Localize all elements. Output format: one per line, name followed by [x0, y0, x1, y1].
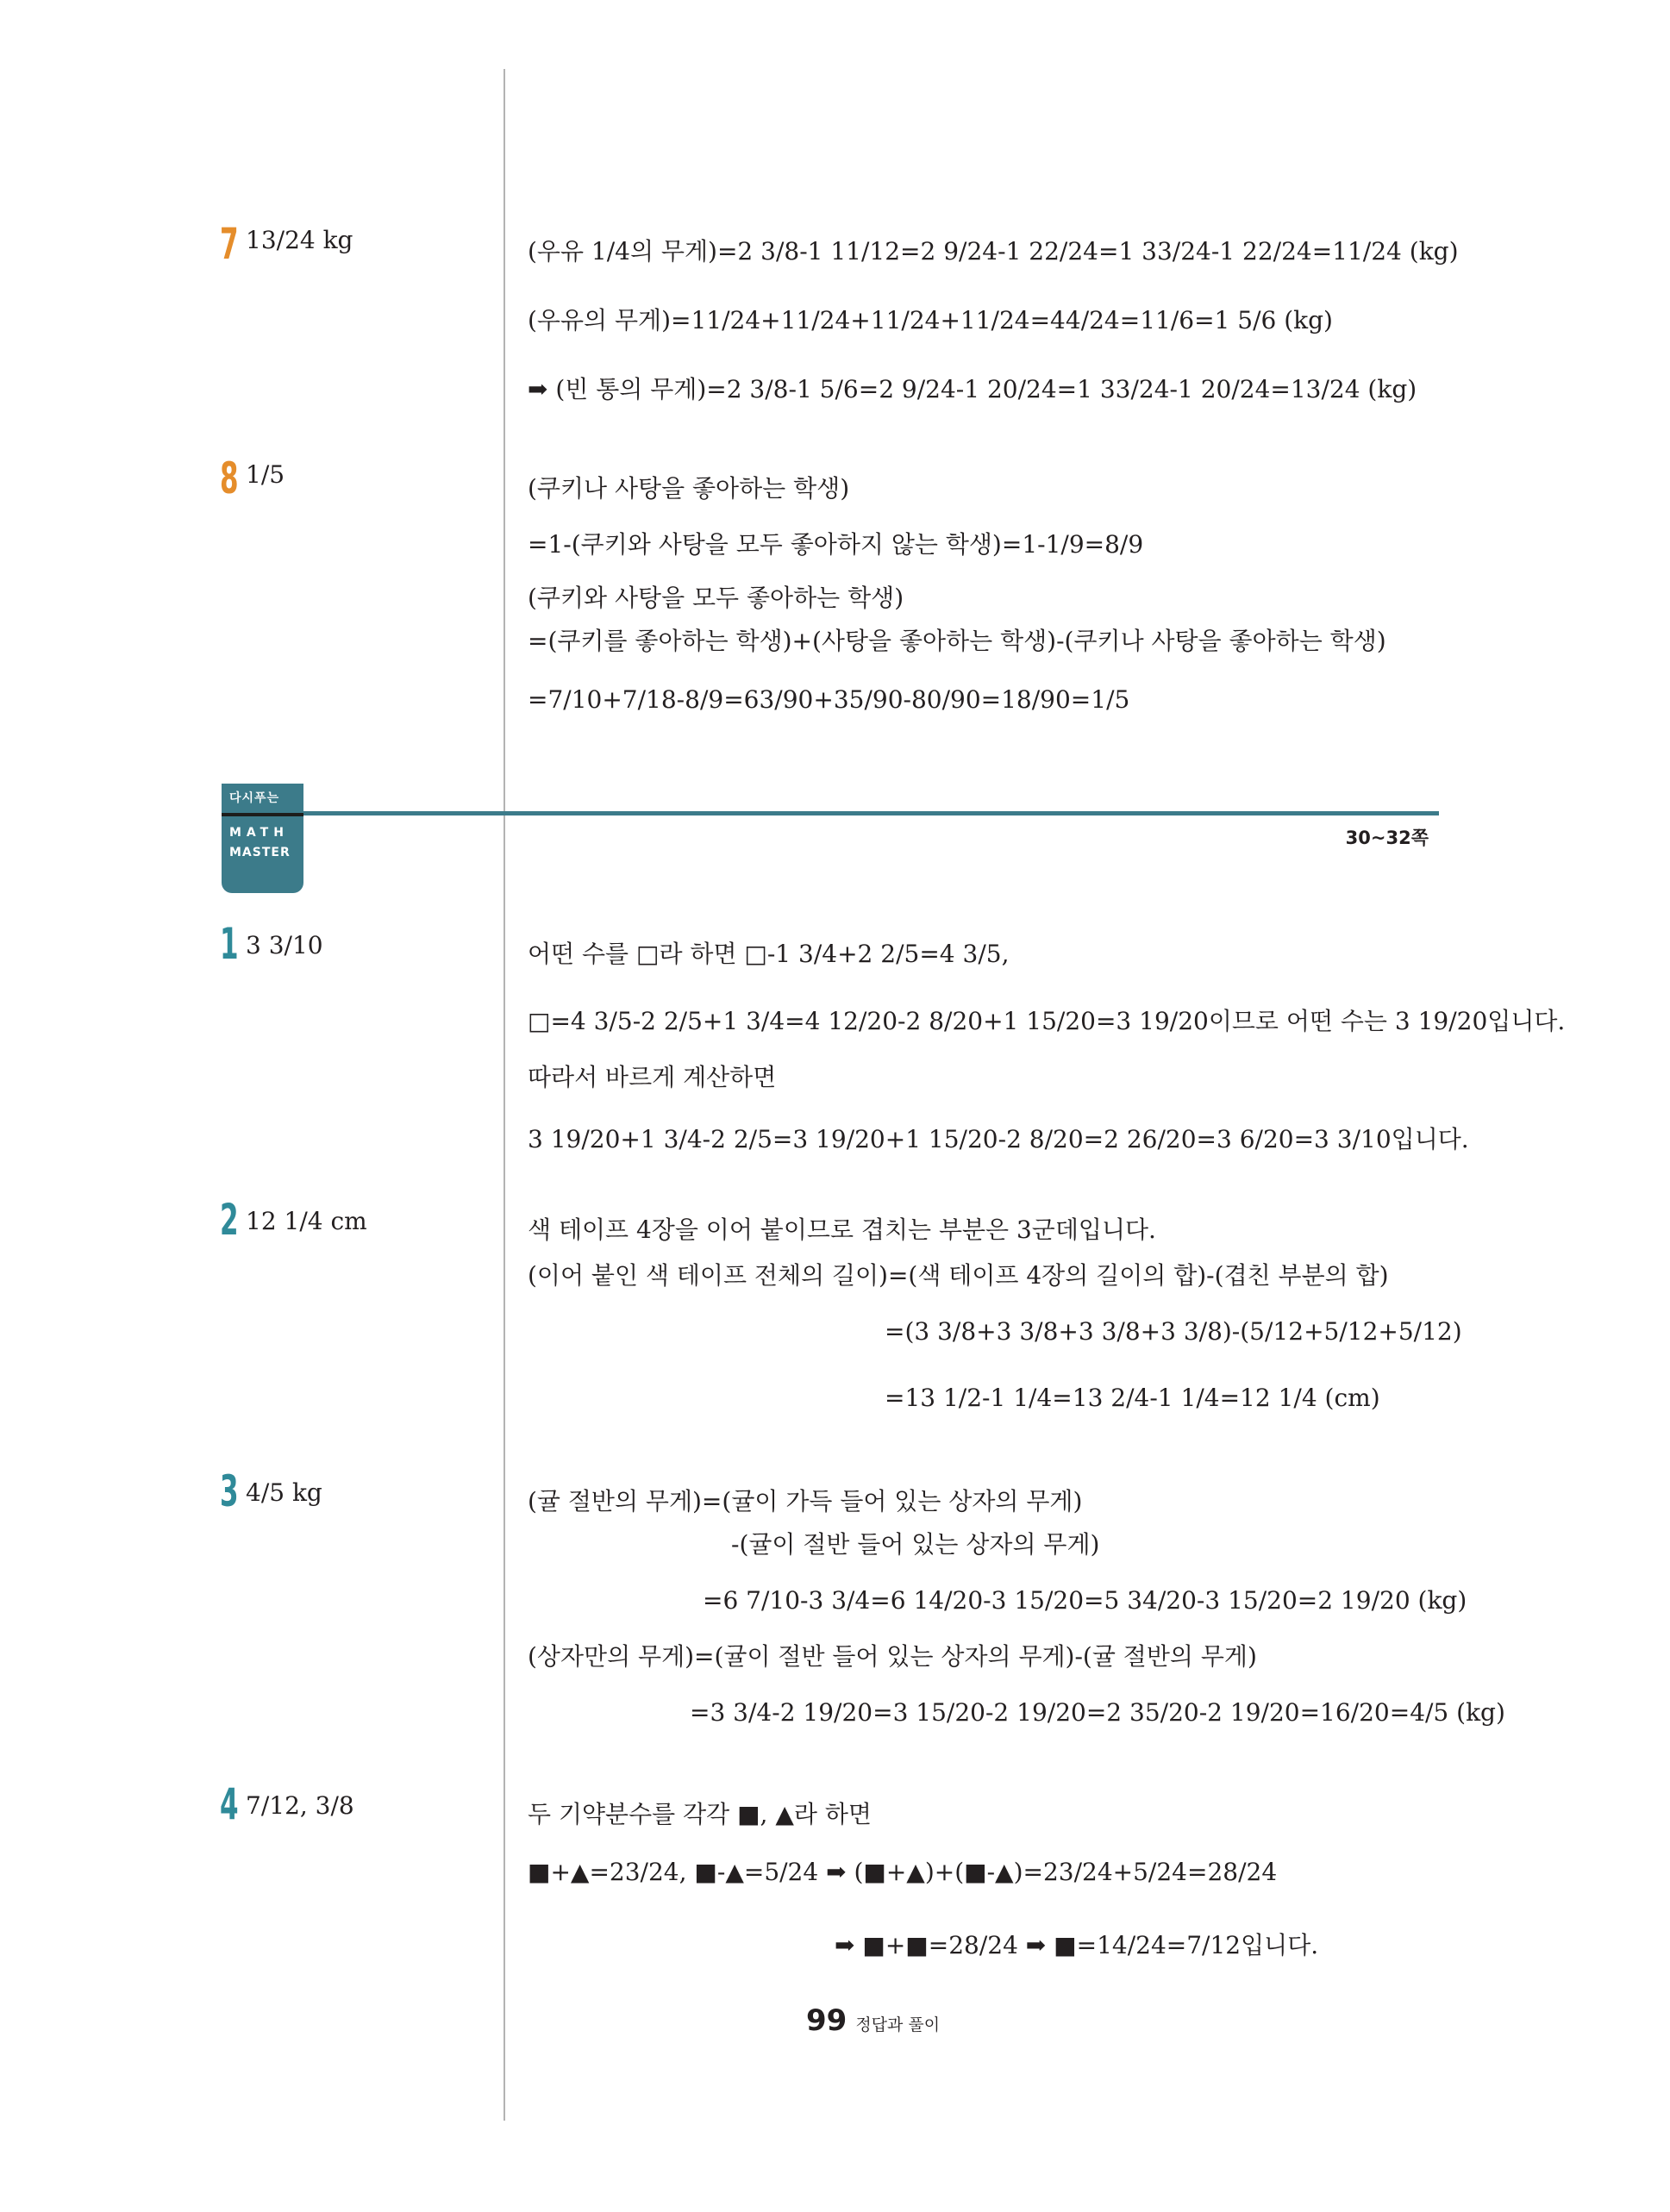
solution-line: 따라서 바르게 계산하면: [528, 1063, 777, 1091]
problem-number-2: 2: [220, 1195, 239, 1245]
solution-line: (이어 붙인 색 테이프 전체의 길이)=(색 테이프 4장의 길이의 합)-(겹친 부분의 합): [528, 1261, 1389, 1290]
page-range: 30~32쪽: [1345, 828, 1429, 848]
solution-line: ➡ (빈 통의 무게)=2 3/8-1 5/6=2 9/24-1 20/24=1 33/24-1 20/24=13/24 (kg): [528, 375, 1417, 403]
problem-answer-3: 4/5 kg: [246, 1478, 322, 1507]
page-footer: [806, 2003, 940, 2038]
solution-line: =7/10+7/18-8/9=63/90+35/90-80/90=18/90=1/5: [528, 685, 1130, 714]
solution-line: (우유 1/4의 무게)=2 3/8-1 11/12=2 9/24-1 22/24=1 33/24-1 22/24=11/24 (kg): [528, 237, 1459, 266]
solution-line: (쿠키나 사탕을 좋아하는 학생): [528, 474, 850, 503]
solution-line: (귤 절반의 무게)=(귤이 가득 들어 있는 상자의 무게): [528, 1487, 1083, 1515]
problem-answer-8: 1/5: [246, 460, 285, 489]
section-divider: [231, 811, 1439, 815]
math-master-badge: [222, 784, 303, 893]
problem-number-3: 3: [220, 1466, 239, 1516]
badge-label: MATH: [229, 826, 289, 840]
solution-line: (우유의 무게)=11/24+11/24+11/24+11/24=44/24=11/6=1 5/6 (kg): [528, 306, 1333, 334]
solution-line: □=4 3/5-2 2/5+1 3/4=4 12/20-2 8/20+1 15/20=3 19/20이므로 어떤 수는 3 19/20입니다.: [528, 1007, 1566, 1035]
solution-line: ■+▲=23/24, ■-▲=5/24 ➡ (■+▲)+(■-▲)=23/24+5/24=28/24: [528, 1858, 1278, 1886]
problem-number-1: 1: [220, 919, 239, 969]
solution-line: 어떤 수를 □라 하면 □-1 3/4+2 2/5=4 3/5,: [528, 940, 1010, 968]
solution-line: =13 1/2-1 1/4=13 2/4-1 1/4=12 1/4 (cm): [885, 1384, 1380, 1412]
problem-number-4: 4: [220, 1779, 239, 1829]
badge-label: 다시푸는: [229, 791, 280, 805]
problem-answer-4: 7/12, 3/8: [246, 1791, 354, 1820]
problem-answer-1: 3 3/10: [246, 931, 323, 959]
solution-line: 3 19/20+1 3/4-2 2/5=3 19/20+1 15/20-2 8/20=2 26/20=3 6/20=3 3/10입니다.: [528, 1125, 1469, 1153]
solution-line: =1-(쿠키와 사탕을 모두 좋아하지 않는 학생)=1-1/9=8/9: [528, 530, 1144, 559]
solution-line: =(쿠키를 좋아하는 학생)+(사탕을 좋아하는 학생)-(쿠키나 사탕을 좋아하는 학생): [528, 627, 1386, 655]
badge-separator: [222, 813, 303, 816]
badge-label: MASTER: [229, 846, 291, 859]
solution-line: 두 기약분수를 각각 ■, ▲라 하면: [528, 1800, 872, 1828]
problem-answer-7: 13/24 kg: [246, 226, 353, 254]
column-divider: [504, 69, 505, 2121]
problem-answer-2: 12 1/4 cm: [246, 1207, 367, 1235]
solution-line: -(귤이 절반 들어 있는 상자의 무게): [731, 1530, 1100, 1559]
problem-number-8: 8: [220, 453, 239, 503]
solution-line: =3 3/4-2 19/20=3 15/20-2 19/20=2 35/20-2 19/20=16/20=4/5 (kg): [690, 1698, 1505, 1727]
solution-line: ➡ ■+■=28/24 ➡ ■=14/24=7/12입니다.: [835, 1931, 1319, 1959]
solution-line: (쿠키와 사탕을 모두 좋아하는 학생): [528, 584, 904, 612]
solution-line: =6 7/10-3 3/4=6 14/20-3 15/20=5 34/20-3 15/20=2 19/20 (kg): [703, 1586, 1467, 1615]
solution-line: 색 테이프 4장을 이어 붙이므로 겹치는 부분은 3군데입니다.: [528, 1215, 1156, 1244]
footer-label: 정답과 풀이: [855, 2015, 941, 2034]
solution-line: (상자만의 무게)=(귤이 절반 들어 있는 상자의 무게)-(귤 절반의 무게): [528, 1642, 1257, 1671]
solution-line: =(3 3/8+3 3/8+3 3/8+3 3/8)-(5/12+5/12+5/12): [885, 1317, 1462, 1346]
problem-number-7: 7: [220, 219, 239, 269]
page-number: 99: [806, 2003, 848, 2038]
